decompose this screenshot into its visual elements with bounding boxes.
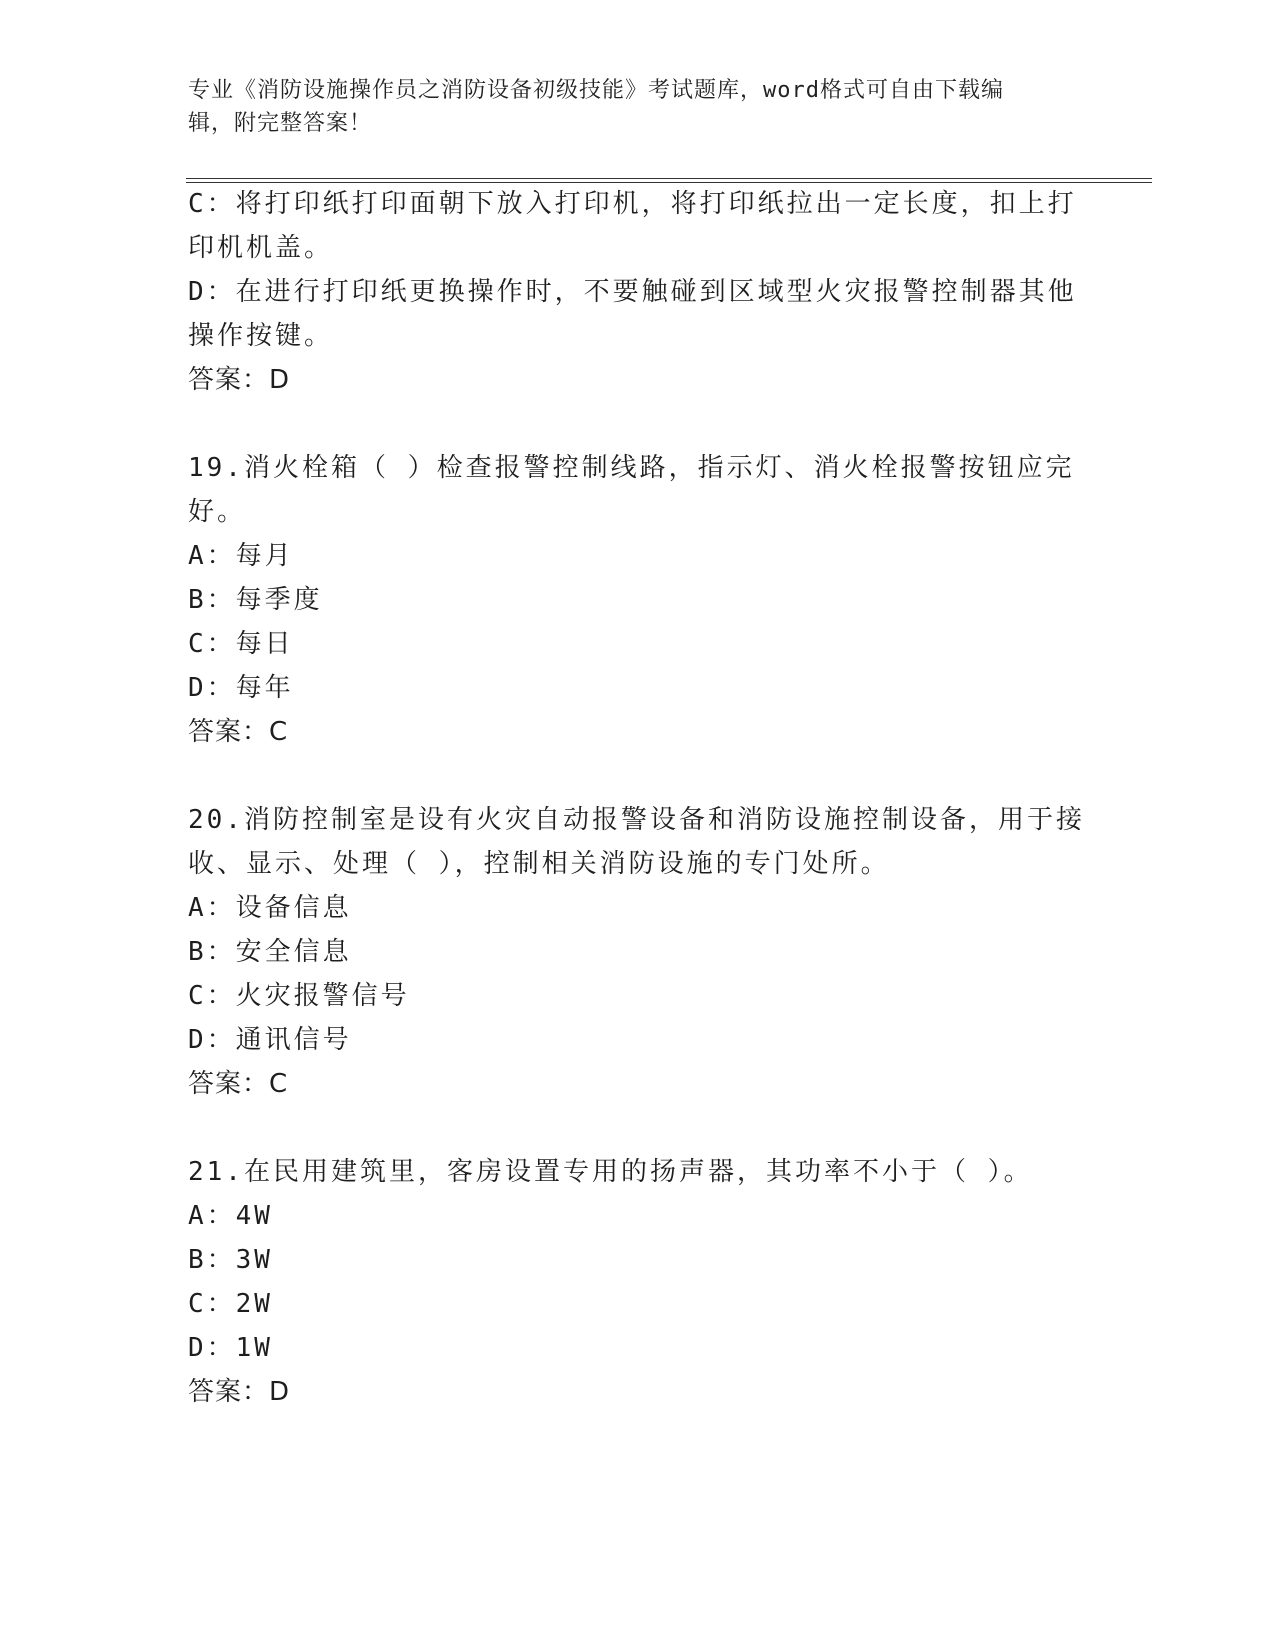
q20-stem-line-2: 收、显示、处理（ ），控制相关消防设施的专门处所。 bbox=[188, 849, 890, 879]
q21-option-c: C：2W bbox=[188, 1289, 273, 1319]
q19-answer: 答案：C bbox=[188, 717, 289, 747]
q20-option-c: C：火灾报警信号 bbox=[188, 981, 410, 1011]
q19-stem-line-2: 好。 bbox=[188, 497, 247, 527]
q19-stem-line-1: 19.消火栓箱（ ）检查报警控制线路，指示灯、消火栓报警按钮应完 bbox=[188, 453, 1075, 483]
q19-option-d: D：每年 bbox=[188, 673, 294, 703]
prev-option-c-line-1: C：将打印纸打印面朝下放入打印机，将打印纸拉出一定长度，扣上打 bbox=[188, 189, 1077, 219]
header-line-2: 辑，附完整答案！ bbox=[188, 111, 373, 136]
q20-stem-line-1: 20.消防控制室是设有火灾自动报警设备和消防设施控制设备，用于接 bbox=[188, 805, 1085, 835]
header-line-1: 专业《消防设施操作员之消防设备初级技能》考试题库，word格式可自由下载编 bbox=[188, 78, 1004, 103]
q21-option-b: B：3W bbox=[188, 1245, 273, 1275]
prev-option-d-line-1: D：在进行打印纸更换操作时，不要触碰到区域型火灾报警控制器其他 bbox=[188, 277, 1077, 307]
q19-option-c: C：每日 bbox=[188, 629, 294, 659]
q20-option-a: A：设备信息 bbox=[188, 893, 352, 923]
header-divider-bottom bbox=[186, 182, 1152, 183]
q21-option-d: D：1W bbox=[188, 1333, 273, 1363]
q19-option-b: B：每季度 bbox=[188, 585, 323, 615]
q21-option-a: A：4W bbox=[188, 1201, 273, 1231]
page-header bbox=[188, 74, 1068, 140]
q19-option-a: A：每月 bbox=[188, 541, 294, 571]
prev-option-c-line-2: 印机机盖。 bbox=[188, 233, 334, 263]
prev-answer: 答案：D bbox=[188, 365, 291, 395]
header-divider-top bbox=[186, 178, 1152, 179]
q21-stem-line-1: 21.在民用建筑里，客房设置专用的扬声器，其功率不小于（ ）。 bbox=[188, 1157, 1033, 1187]
q20-option-b: B：安全信息 bbox=[188, 937, 352, 967]
q20-answer: 答案：C bbox=[188, 1069, 289, 1099]
q21-answer: 答案：D bbox=[188, 1377, 291, 1407]
q20-option-d: D：通讯信号 bbox=[188, 1025, 352, 1055]
prev-option-d-line-2: 操作按键。 bbox=[188, 321, 334, 351]
